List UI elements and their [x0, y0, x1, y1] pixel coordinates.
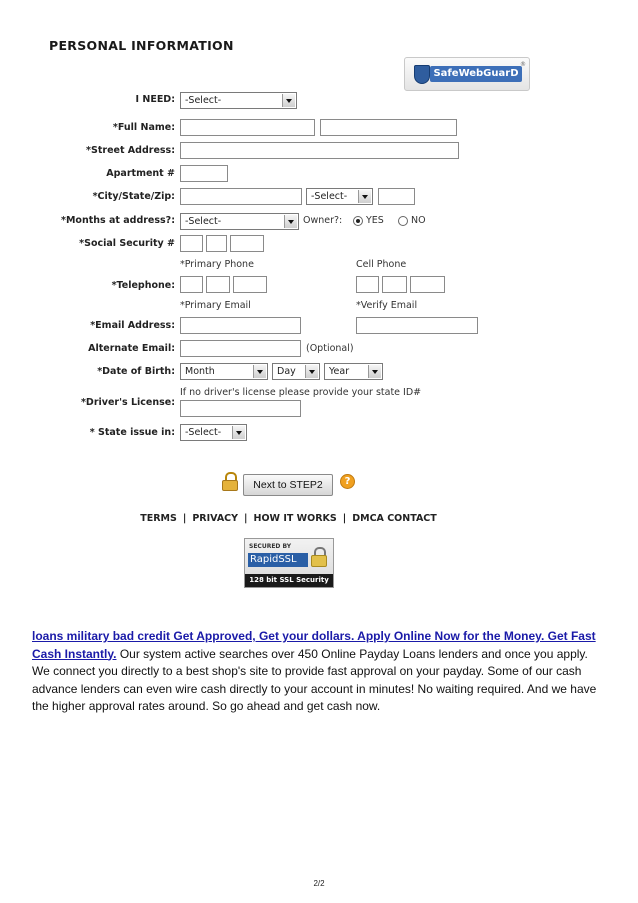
cell-phone-label: Cell Phone — [356, 259, 407, 270]
primary-phone-line-input[interactable] — [233, 276, 267, 293]
cell-phone-area-input[interactable] — [356, 276, 379, 293]
months-select[interactable] — [180, 213, 299, 230]
label-dob: *Date of Birth: — [97, 366, 175, 377]
verify-email-label: *Verify Email — [356, 300, 418, 311]
page-heading: PERSONAL INFORMATION — [49, 38, 234, 53]
owner-no-radio[interactable] — [398, 216, 408, 226]
i-need-select-value: -Select- — [185, 95, 222, 106]
ssn-part2-input[interactable] — [206, 235, 227, 252]
badge-text: SafeWebGuarD — [430, 66, 522, 82]
padlock-icon — [311, 547, 327, 567]
chevron-down-icon — [282, 94, 295, 107]
dob-year-select[interactable] — [324, 363, 383, 380]
label-apartment: Apartment # — [106, 168, 175, 179]
footer-links — [0, 513, 577, 524]
shield-icon — [414, 65, 430, 84]
owner-yes-label: YES — [366, 215, 384, 226]
chevron-down-icon — [358, 190, 371, 203]
label-full-name: *Full Name: — [112, 122, 175, 133]
state-issue-value: -Select- — [185, 427, 222, 438]
state-select[interactable] — [306, 188, 373, 205]
email-input[interactable] — [180, 317, 301, 334]
footer-separator: | — [244, 513, 248, 524]
description-body: Our system active searches over 450 Online Payday Loans lenders and once you apply. We connect you directly to a best shop's site to provide fast approval on your payday. Some of our cash advance lenders can even wire cash directly to your account in minutes! No waiting required. And we have the higher approval rates around. So go ahead and get cash now. — [32, 646, 597, 713]
dob-year-value: Year — [329, 366, 350, 377]
primary-phone-prefix-input[interactable] — [206, 276, 230, 293]
page-number: 2/2 — [313, 879, 325, 888]
city-input[interactable] — [180, 188, 302, 205]
label-i-need: I NEED: — [135, 94, 175, 105]
description-paragraph — [32, 628, 604, 716]
chevron-down-icon — [253, 365, 266, 378]
label-street-address: *Street Address: — [86, 145, 175, 156]
i-need-select[interactable] — [180, 92, 297, 109]
label-ssn: *Social Security # — [79, 238, 175, 249]
months-select-value: -Select- — [185, 216, 222, 227]
label-city-state-zip: *City/State/Zip: — [92, 191, 175, 202]
label-alt-email: Alternate Email: — [88, 343, 175, 354]
footer-separator: | — [342, 513, 347, 524]
rapidssl-badge[interactable] — [244, 538, 334, 588]
owner-no-label: NO — [411, 215, 426, 226]
license-input[interactable] — [180, 400, 301, 417]
chevron-down-icon — [305, 365, 318, 378]
state-select-value: -Select- — [311, 191, 348, 202]
apartment-input[interactable] — [180, 165, 228, 182]
zip-input[interactable] — [378, 188, 415, 205]
owner-yes-radio[interactable] — [353, 216, 363, 226]
loans-link[interactable]: loans military bad credit Get Approved, Get your dollars. Apply Online Now for the Money. Get Fast Cash Instantly. — [32, 629, 596, 661]
lock-icon — [222, 472, 238, 490]
dob-day-select[interactable] — [272, 363, 320, 380]
ssl-brand: RapidSSL — [248, 553, 308, 567]
chevron-down-icon — [284, 215, 297, 228]
next-step-button[interactable]: Next to STEP2 — [243, 474, 333, 496]
last-name-input[interactable] — [320, 119, 457, 136]
how-it-works-link[interactable]: HOW IT WORKS — [253, 513, 337, 524]
dob-month-value: Month — [185, 366, 215, 377]
label-email: *Email Address: — [90, 320, 175, 331]
label-telephone: *Telephone: — [111, 280, 175, 291]
license-note: If no driver's license please provide your state ID# — [180, 387, 422, 398]
ssl-secured-by: SECURED BY — [249, 543, 292, 550]
owner-label: Owner?: — [303, 215, 343, 226]
label-license: *Driver's License: — [80, 397, 175, 408]
footer-separator: | — [182, 513, 187, 524]
privacy-link[interactable]: PRIVACY — [192, 513, 239, 524]
chevron-down-icon — [368, 365, 381, 378]
state-issue-select[interactable] — [180, 424, 247, 441]
ssn-part1-input[interactable] — [180, 235, 203, 252]
ssl-bits: 128 bit SSL Security — [245, 574, 333, 587]
label-state-issue: * State issue in: — [89, 427, 175, 438]
ssn-part3-input[interactable] — [230, 235, 264, 252]
first-name-input[interactable] — [180, 119, 315, 136]
optional-note: (Optional) — [306, 343, 354, 354]
alt-email-input[interactable] — [180, 340, 301, 357]
street-address-input[interactable] — [180, 142, 459, 159]
label-months-at-address: *Months at address?: — [61, 215, 175, 226]
primary-phone-area-input[interactable] — [180, 276, 203, 293]
terms-link[interactable]: TERMS — [140, 513, 177, 524]
dmca-contact-link[interactable]: DMCA CONTACT — [352, 513, 437, 524]
chevron-down-icon — [232, 426, 245, 439]
badge-registered-mark: ® — [520, 61, 526, 68]
cell-phone-line-input[interactable] — [410, 276, 445, 293]
dob-month-select[interactable] — [180, 363, 268, 380]
primary-email-label: *Primary Email — [180, 300, 251, 311]
verify-email-input[interactable] — [356, 317, 478, 334]
primary-phone-label: *Primary Phone — [180, 259, 254, 270]
safewebguard-badge[interactable] — [404, 57, 530, 91]
dob-day-value: Day — [277, 366, 296, 377]
help-icon[interactable]: ? — [340, 474, 355, 489]
cell-phone-prefix-input[interactable] — [382, 276, 407, 293]
